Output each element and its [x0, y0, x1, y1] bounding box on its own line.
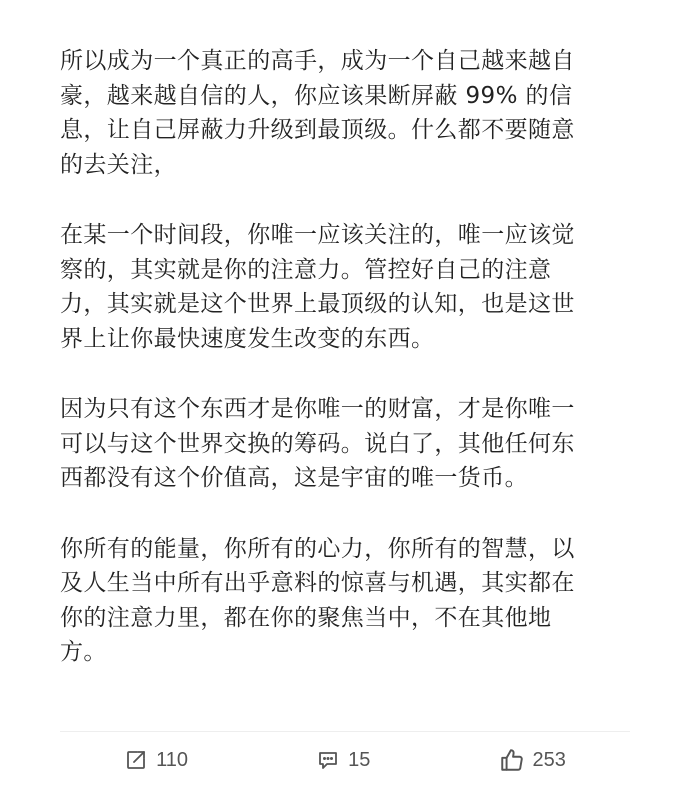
post-body	[60, 44, 640, 706]
repost-button[interactable]	[124, 748, 188, 772]
thumbs-up-icon	[499, 747, 525, 773]
comment-icon	[316, 748, 340, 772]
like-count: 253	[532, 748, 566, 771]
like-button[interactable]	[499, 747, 566, 773]
post-paragraph-2: 在某一个时间段，你唯一应该关注的，唯一应该觉 察的，其实就是你的注意力。管控好自己的注意 力，其实就是这个世界上最顶级的认知，也是这世 界上让你最快速度发生改变的东西。	[60, 222, 575, 352]
comment-count: 15	[348, 748, 371, 771]
post-paragraph-4: 你所有的能量，你所有的心力，你所有的智慧，以 及人生当中所有出乎意料的惊喜与机遇，其实都在 你的注意力里，都在你的聚焦当中，不在其他地 方。	[60, 535, 575, 665]
comment-button[interactable]	[316, 748, 370, 772]
action-bar	[60, 740, 630, 780]
repost-icon	[124, 748, 148, 772]
action-bar-divider	[60, 731, 630, 732]
repost-count: 110	[156, 748, 188, 771]
post-paragraph-1: 所以成为一个真正的高手，成为一个自己越来越自 豪，越来越自信的人，你应该果断屏蔽 99% 的信 息，让自己屏蔽力升级到最顶级。什么都不要随意 的去关注，	[60, 48, 575, 178]
post-paragraph-3: 因为只有这个东西才是你唯一的财富，才是你唯一 可以与这个世界交换的筹码。说白了，其他任何东 西都没有这个价值高，这是宇宙的唯一货币。	[60, 396, 575, 491]
